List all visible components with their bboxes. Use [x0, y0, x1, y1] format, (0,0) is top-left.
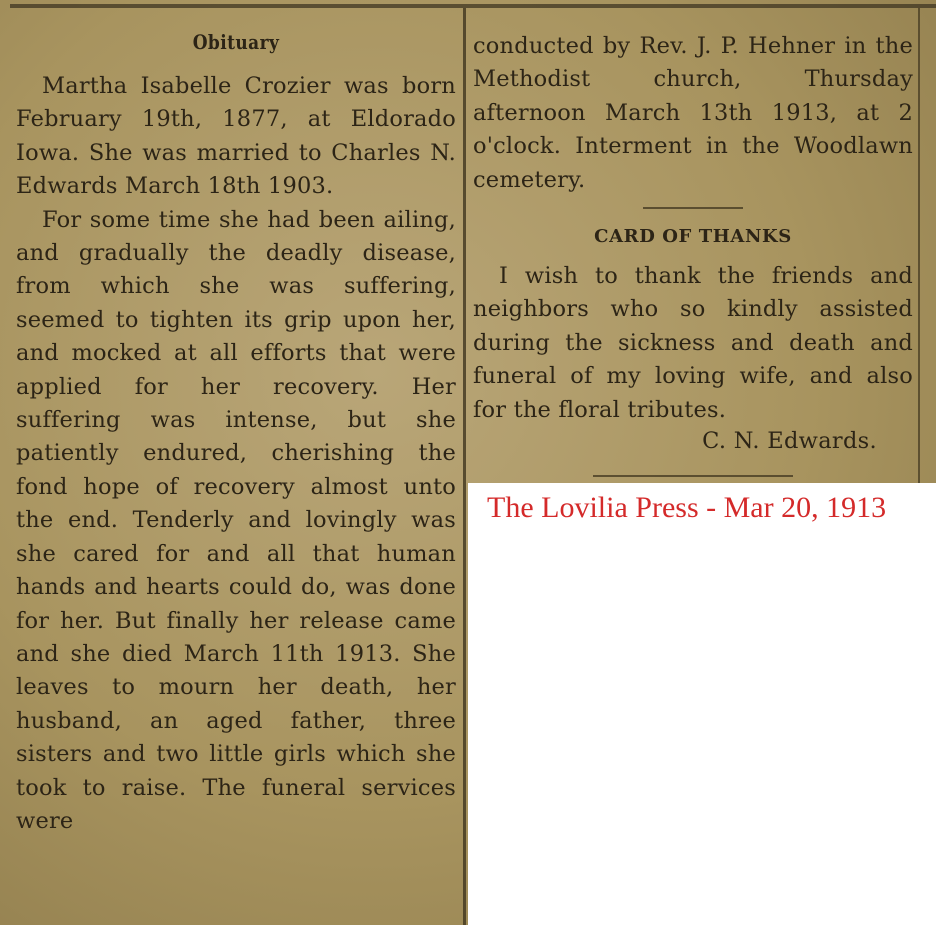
- obituary-paragraph-1: Martha Isabelle Crozier was born February 19th, 1877, at Eldorado Iowa. She was married to Charles N. Edwards March 18th 1903.: [16, 73, 456, 200]
- card-of-thanks-signature: C. N. Edwards.: [702, 428, 877, 454]
- right-column-edge: [918, 8, 920, 483]
- card-of-thanks-column: [473, 260, 913, 427]
- obituary-continuation: conducted by Rev. J. P. Hehner in the Methodist church, Thursday afternoon March 13th 1913, at 2 o'clock. Interment in the Woodlawn cemetery.: [473, 33, 913, 193]
- obituary-right-column: [473, 30, 913, 197]
- obituary-left-column: [16, 70, 456, 838]
- top-rule: [10, 4, 936, 8]
- bottom-rule: [593, 475, 793, 477]
- source-caption: The Lovilia Press - Mar 20, 1913: [487, 491, 887, 524]
- card-of-thanks-body: I wish to thank the friends and neighbors who so kindly assisted during the sickness and death and funeral of my loving wife, and also for the floral tributes.: [473, 263, 913, 423]
- column-divider: [463, 8, 466, 925]
- obituary-heading: Obituary: [192, 30, 280, 54]
- obituary-paragraph-2: For some time she had been ailing, and gradually the deadly disease, from which she was suffering, seemed to tighten its grip upon her, and mocked at all efforts that were applied for her recovery. Her suffering was intense, but she patiently endured, cherishing the fond hope of recovery almost unto the end. Tenderly and lovingly was she cared for and all that human hands and hearts could do, was done for her. But finally her release came and she died March 11th 1913. She leaves to mourn her death, her husband, an aged father, three sisters and two little girls which she took to raise. The funeral services were: [16, 206, 456, 834]
- card-of-thanks-heading: CARD OF THANKS: [594, 226, 792, 247]
- section-rule: [643, 207, 743, 209]
- caption-panel: [468, 483, 936, 925]
